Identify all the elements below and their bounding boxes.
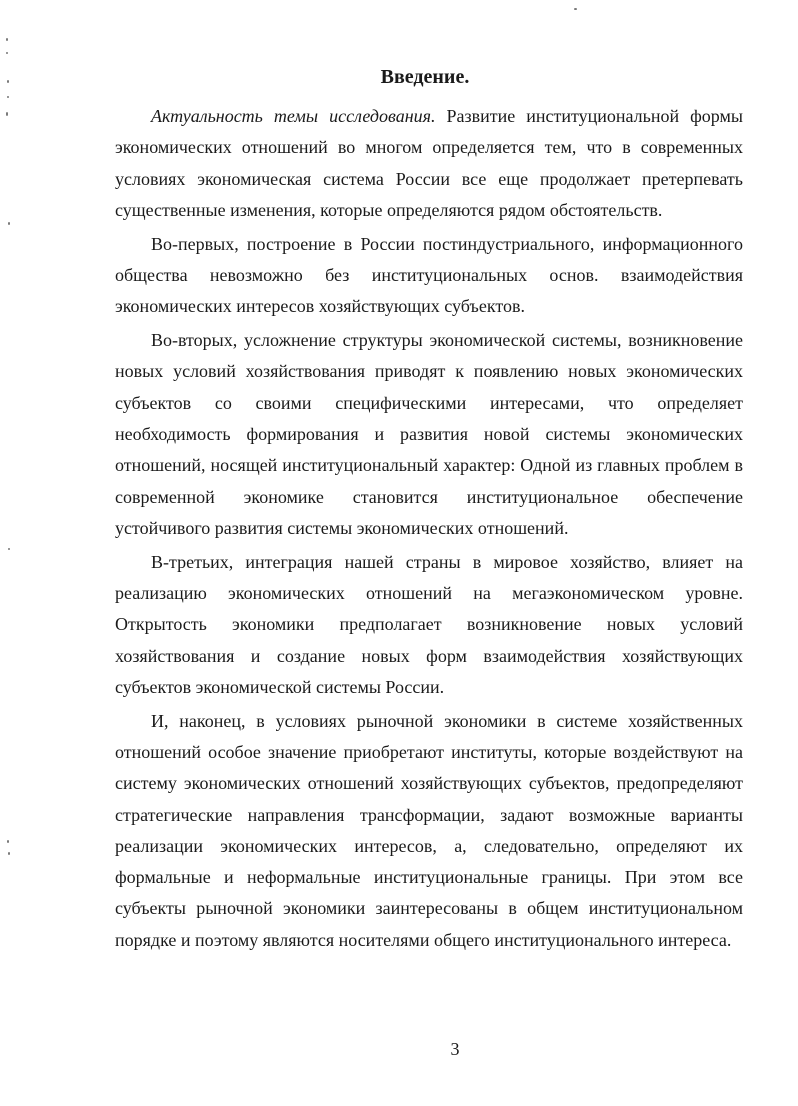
scan-speck xyxy=(7,80,9,83)
scan-speck xyxy=(7,840,9,843)
scan-speck xyxy=(8,852,10,855)
paragraph-first: Во-первых, построение в России постиндустриального, информационного общества невозможно без институциональных основ. взаимодействия экономических интересов хозяйствующих субъектов. xyxy=(115,233,743,317)
scan-speck xyxy=(6,112,8,116)
scan-speck xyxy=(574,8,577,10)
paragraph-finally: И, наконец, в условиях рыночной экономики в системе хозяйственных отношений особое значение приобретают институты, которые воздействуют на систему экономических отношений хозяйствующих субъектов, предопределяют стратегические направления трансформации, задают возможные варианты реализации экономических интересов, а, следовательно, определяют их формальные и неформальные институциональные границы. При этом все субъекты рыночной экономики заинтересованы в общем институциональном порядке и поэтому являются носителями общего институционального интереса. xyxy=(115,710,743,950)
paragraph-relevance xyxy=(115,101,743,226)
page-number: 3 xyxy=(450,1039,460,1059)
paragraph-third: В-третьих, интеграция нашей страны в мировое хозяйство, влияет на реализацию экономических отношений на мегаэкономическом уровне. Открытость экономики предполагает возникновение новых условий хозяйствования и создание новых форм взаимодействия хозяйствующих субъектов экономической системы России. xyxy=(115,551,743,697)
body-text xyxy=(115,101,743,956)
scan-speck xyxy=(6,52,8,54)
scan-speck xyxy=(6,38,8,41)
scan-speck xyxy=(7,96,9,98)
scan-speck xyxy=(8,222,10,225)
paragraph-text: Развитие институциональной формы экономических отношений во многом определяется тем, что в современных условиях экономическая система России все еще продолжает претерпевать существенные изменения, которые определяются рядом обстоятельств. xyxy=(115,106,743,220)
paragraph-lead: Актуальность темы исследования. xyxy=(151,106,436,126)
scan-speck xyxy=(8,548,10,550)
page-title: Введение. xyxy=(380,66,470,88)
paragraph-second: Во-вторых, усложнение структуры экономической системы, возникновение новых условий хозяйствования приводят к появлению новых экономических субъектов со своими специфическими интересами, что определяет необходимость формирования и развития новой системы экономических отношений, носящей институциональный характер: Одной из главных проблем в современной экономике становится институциональное обеспечение устойчивого развития системы экономических отношений. xyxy=(115,330,743,538)
